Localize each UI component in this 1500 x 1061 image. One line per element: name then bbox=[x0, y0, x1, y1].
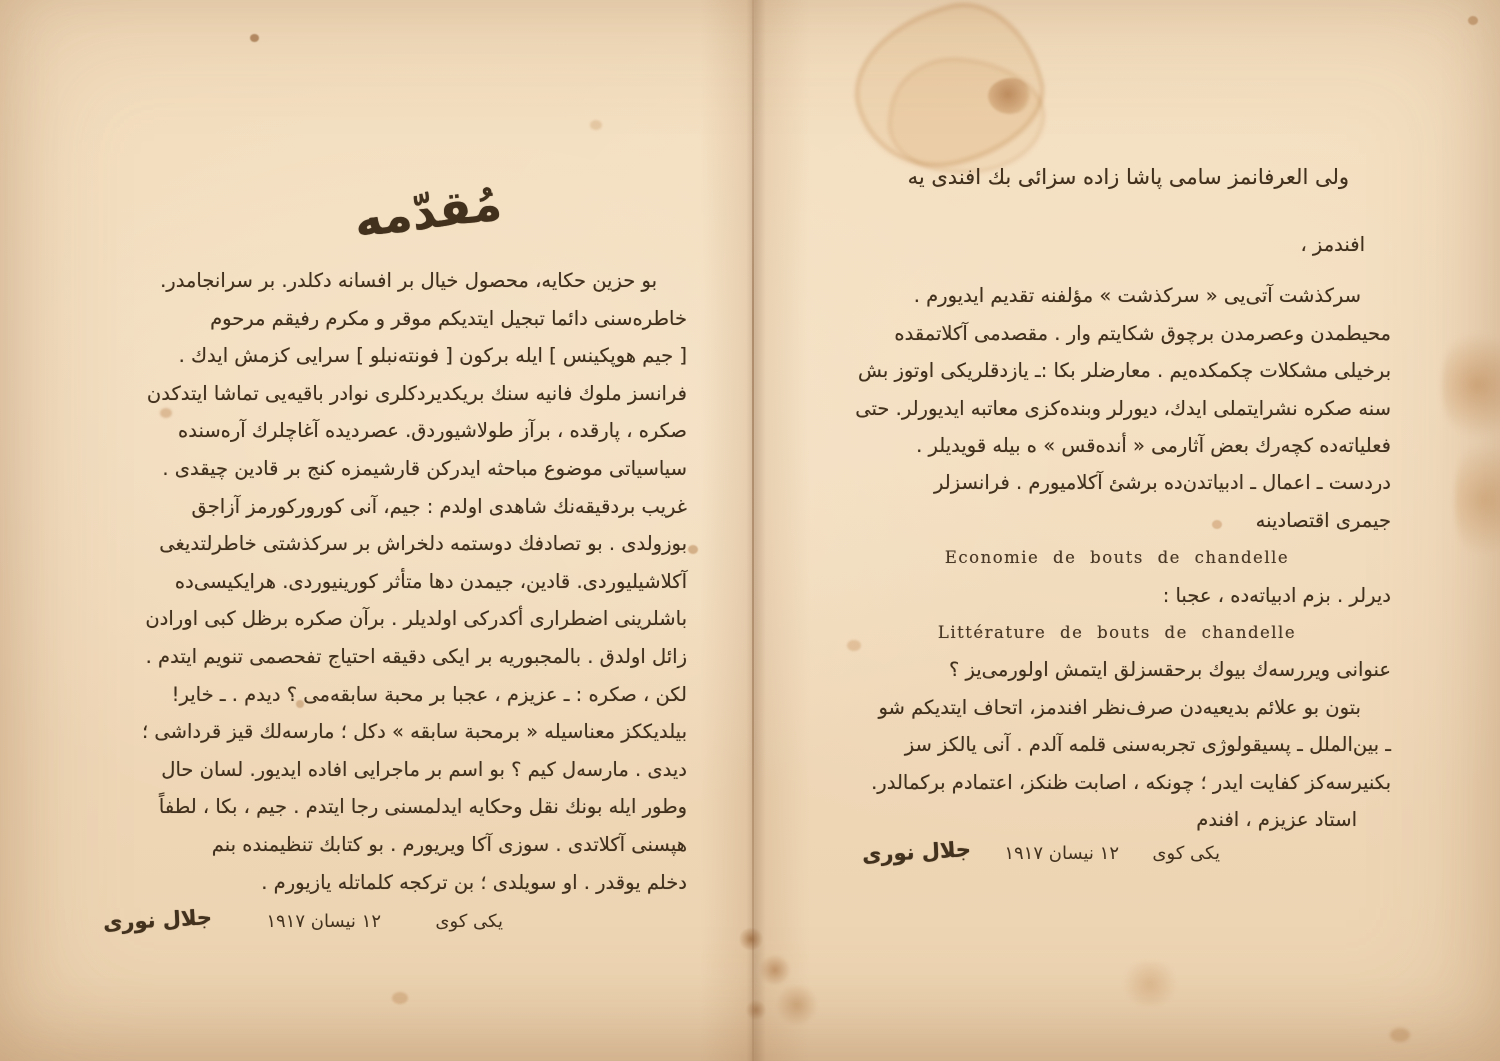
text-line: باشلرينى اضطرارى أكدركى اولديلر . برآن صكره برظل كبى اورادن bbox=[145, 607, 687, 631]
text-line: دخلم يوقدر . او سويلدى ؛ بن تركجه كلماتله يازيورم . bbox=[261, 870, 687, 894]
speck bbox=[392, 992, 408, 1004]
text-line: بتون بو علائم بديعيه‌دن صرف‌نظر افندمز، اتحاف ايتديكم شو bbox=[878, 695, 1361, 719]
salutation-line: افندمز ، bbox=[1300, 233, 1365, 256]
paragraph-bottom bbox=[843, 651, 1391, 801]
text-line: [ جيم هوپكينس ] ايله بركون [ فونته‌نبلو ] سرايى كزمش ايدك . bbox=[178, 344, 687, 368]
text-line: بوزولدى . بو تصادفك دوستمه دلخراش بر سركذشتى خاطرلتديغى bbox=[159, 532, 687, 556]
text-line: سنه صكره نشرايتملى ايدك، ديورلر وبنده‌كزى معاتبه ايديورلر. حتى bbox=[855, 396, 1391, 420]
text-line: بكنيرسه‌كز كفايت ايدر ؛ چونكه ، اصابت ظنكز، اعتمادم بركمالدر. bbox=[871, 770, 1391, 794]
author-signature: جلال نورى bbox=[102, 905, 213, 935]
text-line: برخيلى مشكلات چكمكده‌يم . معارضلر بكا :ـ يازدقلريكى اوتوز بش bbox=[857, 359, 1391, 383]
fox-spot bbox=[1120, 962, 1180, 1006]
speck bbox=[1468, 16, 1478, 25]
text-line: ـ بين‌الملل ـ پسيقولوژى تجربه‌سنى قلمه آلدم . آنى يالكز سز bbox=[904, 733, 1391, 757]
text-line: ديدى . مارسه‌ل كيم ؟ بو اسم بر ماجرايى افاده ايديور. لسان حال bbox=[161, 757, 687, 781]
fox-spot bbox=[988, 78, 1032, 114]
speck bbox=[1390, 1028, 1410, 1042]
text-line: وطور ايله بونك نقل وحكايه ايدلمسنى رجا ايتدم . جيم ، بكا ، لطفاً bbox=[158, 795, 687, 819]
text-line: سياسياتى موضوع مباحثه ايدركن قارشيمزه كنج بر قادين چيقدى . bbox=[162, 456, 687, 480]
edge-stain bbox=[1442, 320, 1500, 450]
text-line: آكلاشيليوردى. قادين، جيمدن دها متأثر كورينيوردى. هرايكيسى‌ده bbox=[174, 569, 687, 593]
text-line: سركذشت آتى‌يى « سركذشت » مؤلفنه تقديم ايديورم . bbox=[913, 284, 1361, 308]
dedication-line: ولى العرفانمز سامى پاشا زاده سزائى بك افندى يه bbox=[907, 165, 1349, 189]
place-line: يكى كوى bbox=[1152, 843, 1220, 864]
speck bbox=[590, 120, 602, 130]
text-line: بيلديككز معناسيله « برمحبة سابقه » دكل ؛ مارسه‌لك قيز قرداشى ؛ bbox=[141, 720, 687, 744]
edge-stain bbox=[1455, 430, 1500, 570]
right-page-footer bbox=[861, 837, 1220, 867]
left-page-footer bbox=[102, 905, 503, 935]
page-fold-line bbox=[752, 0, 754, 1061]
text-line: صكره ، پارقده ، برآز طولاشيوردق. عصرديده آغاچلرك آره‌سنده bbox=[178, 419, 687, 443]
left-page-body bbox=[95, 262, 687, 901]
text-line: بو حزين حكايه، محصول خيال بر افسانه دكلدر. بر سرانجامدر. bbox=[160, 269, 657, 292]
date-line: ١٢ نيسان ١٩١٧ bbox=[1004, 843, 1120, 864]
text-line: فرانسز ملوك فانيه سنك بريكديردكلرى نوادر باقيه‌يى تماشا ايتدكدن bbox=[146, 381, 687, 405]
text-line: دردست ـ اعمال ـ ادبياتدن‌ده برشئ آكلاميورم . فرانسزلر bbox=[934, 471, 1391, 495]
chapter-title: مُقدّمه bbox=[351, 176, 505, 250]
text-line: هپسنى آكلاتدى . سوزى آكا ويريورم . بو كتابك تنظيمنده بنم bbox=[211, 832, 687, 856]
paragraph-top bbox=[843, 277, 1391, 539]
text-line: غريب بردقيقه‌نك شاهدى اولدم : جيم، آنى كوروركورمز آزاجق bbox=[191, 494, 687, 518]
text-line: خاطره‌سنى دائما تبجيل ايتديكم موقر و مكرم رفيقم مرحوم bbox=[210, 306, 687, 330]
text-line: عنوانى ويررسه‌ك بيوك برحقسزلق ايتمش اولورمى‌يز ؟ bbox=[948, 658, 1391, 682]
speck bbox=[688, 545, 698, 554]
text-line: لكن ، صكره : ـ عزيزم ، عجبا بر محبة سابقه‌مى ؟ ديدم . ـ خاير! bbox=[171, 682, 687, 706]
text-line: زائل اولدق . بالمجبوريه بر ايكى دقيقه احتياج تفحصمى تنويم ايتدم . bbox=[145, 644, 687, 668]
place-line: يكى كوى bbox=[435, 911, 503, 932]
right-page-body bbox=[843, 150, 1391, 839]
speck bbox=[250, 34, 259, 42]
closing-line: استاد عزيزم ، افندم bbox=[1196, 808, 1357, 832]
text-line: ديرلر . بزم ادبياته‌ده ، عجبا : bbox=[1162, 583, 1391, 607]
text-line: جيمرى اقتصادينه bbox=[1255, 508, 1391, 532]
text-line: محيطمدن وعصرمدن برچوق شكايتم وار . مقصدمى آكلاتمقده bbox=[894, 321, 1391, 345]
author-signature: جلال نورى bbox=[861, 837, 972, 867]
text-line: فعلياته‌ده كچه‌رك بعض آثارمى « أنده‌قس » ه بيله قويديلر . bbox=[916, 434, 1391, 458]
french-phrase-economie: Economie de bouts de chandelle bbox=[944, 548, 1290, 568]
page-fold bbox=[700, 0, 810, 1061]
french-phrase-litterature: Littérature de bouts de chandelle bbox=[937, 623, 1297, 643]
date-line: ١٢ نيسان ١٩١٧ bbox=[266, 911, 382, 932]
